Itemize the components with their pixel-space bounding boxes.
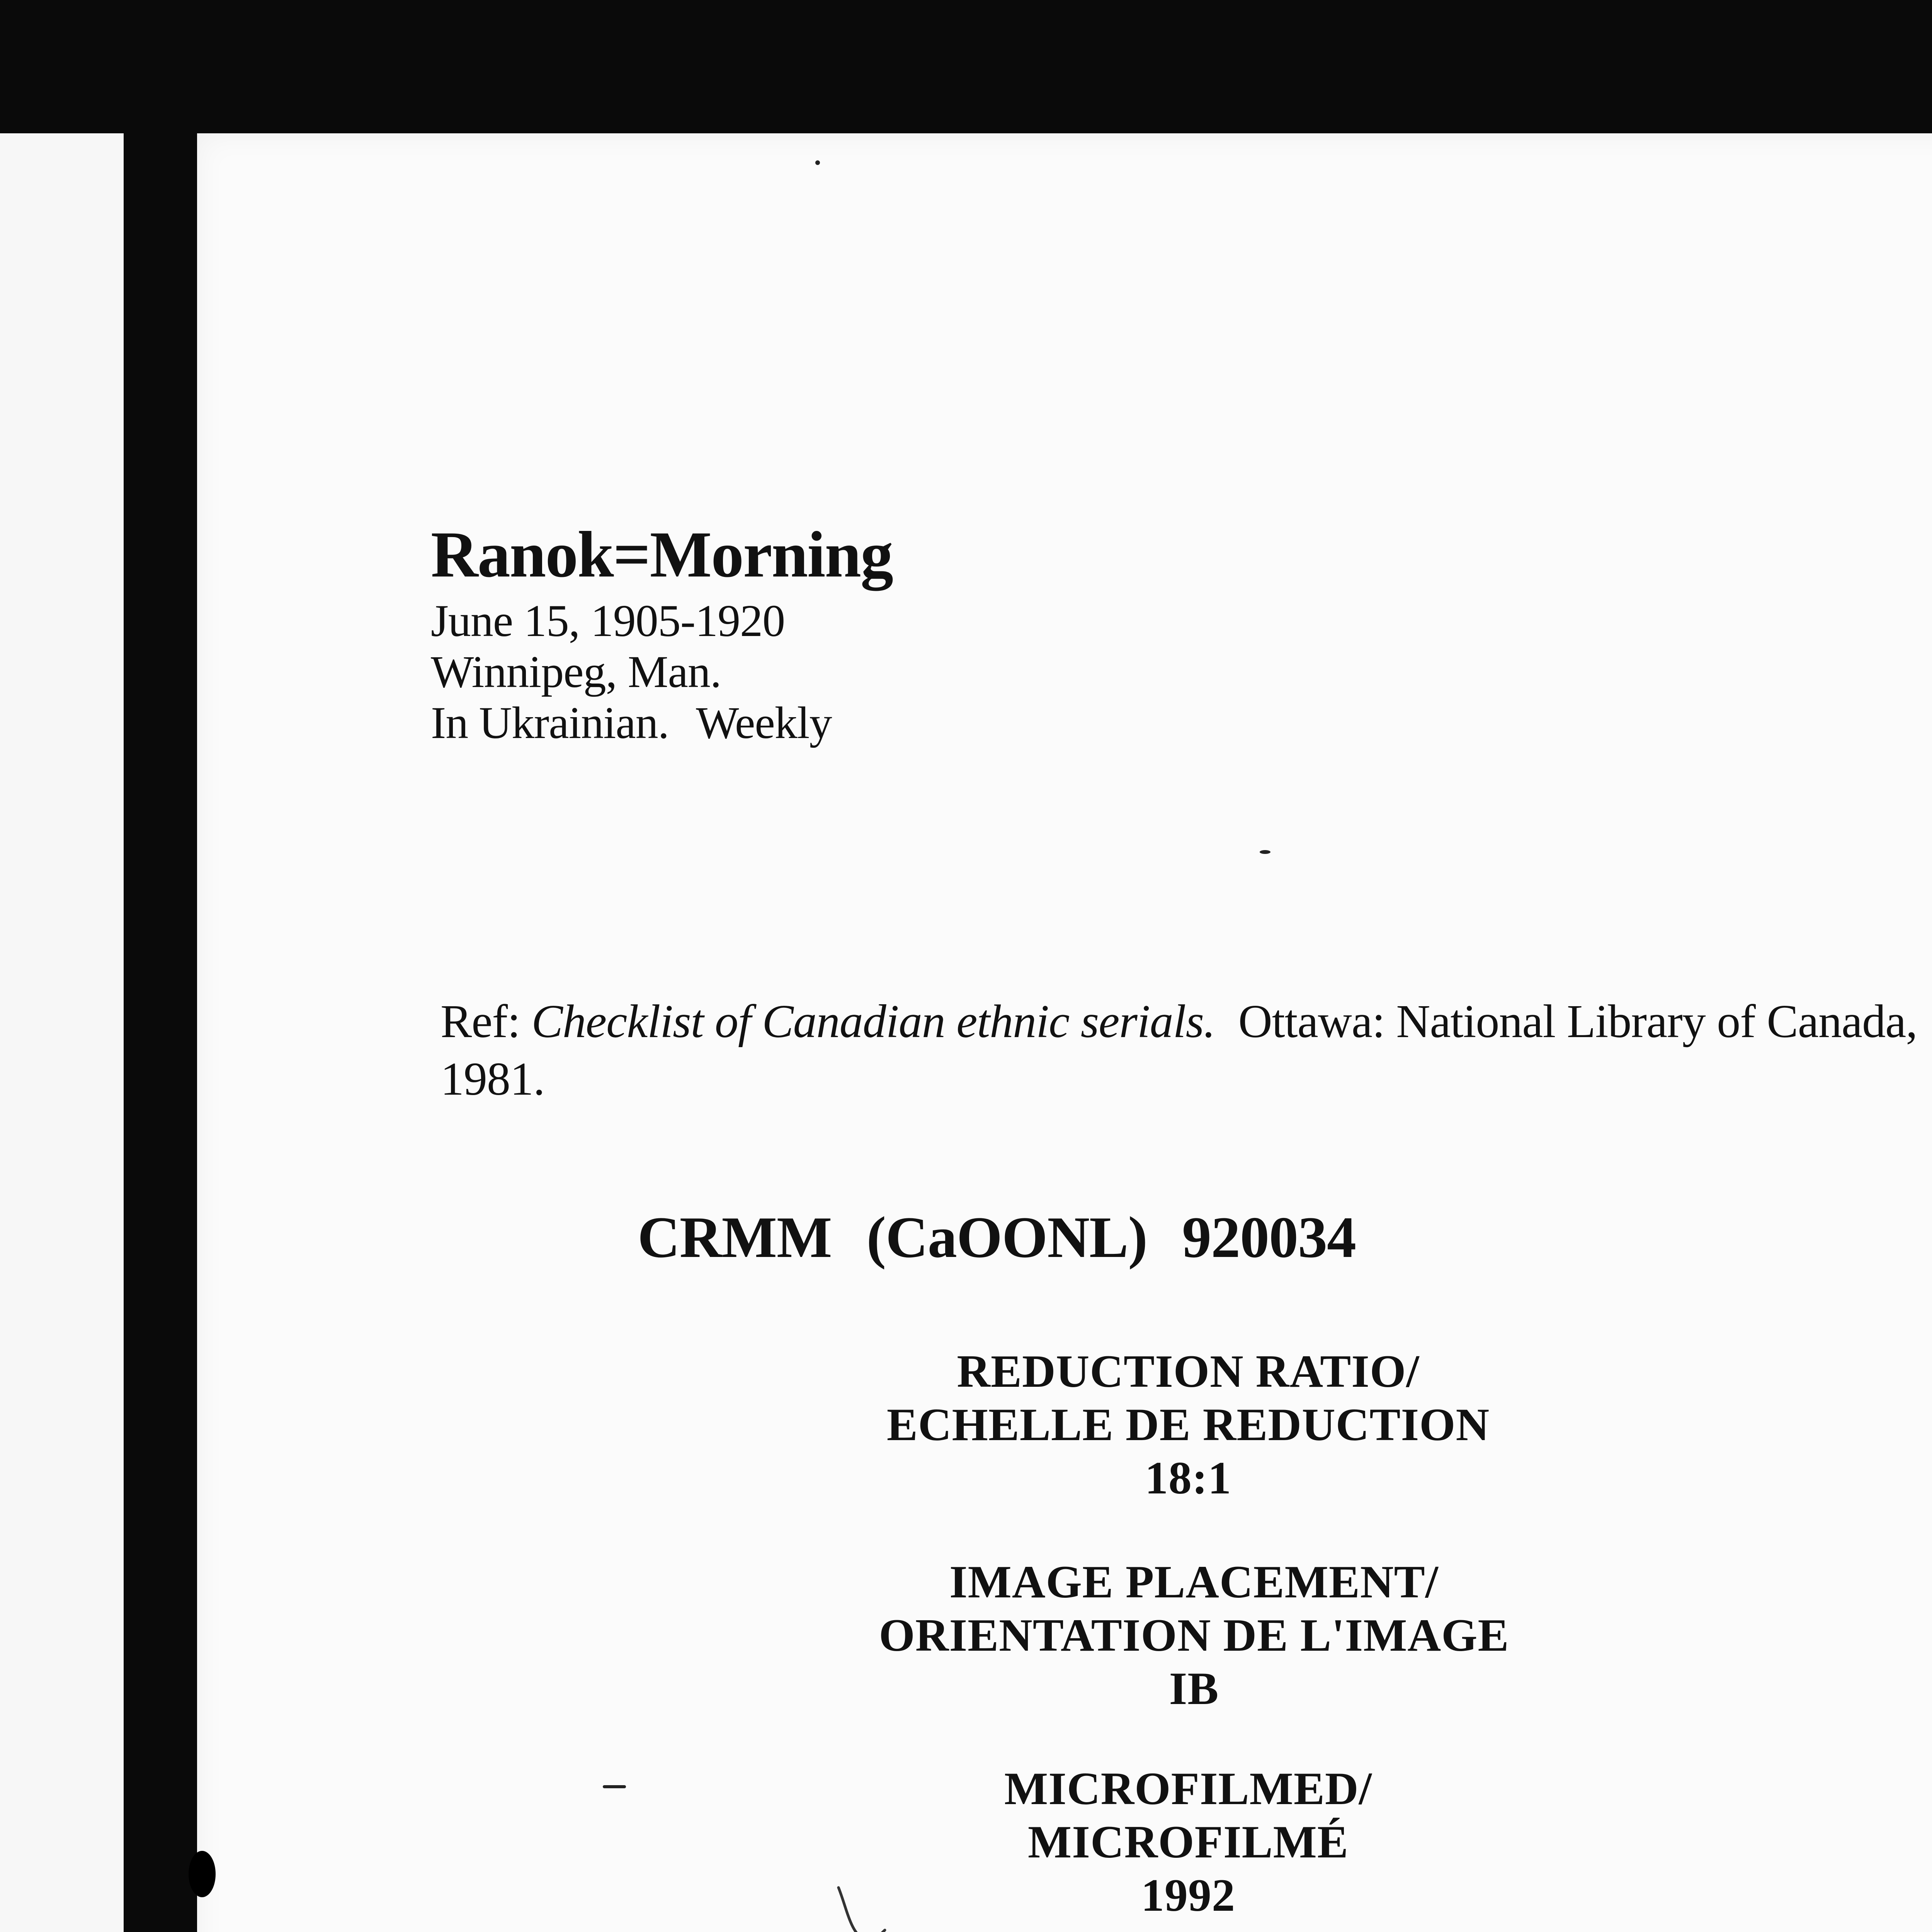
reference-year: 1981. [440, 1053, 545, 1105]
reduction-ratio-group [840, 1345, 1536, 1505]
placement-value: IB [1169, 1663, 1219, 1714]
catalog-number: 920034 [1182, 1205, 1356, 1270]
reference-citation [440, 993, 1932, 1108]
image-placement-group [846, 1555, 1542, 1715]
reference-publisher: Ottawa: National Library of Canada, [1238, 995, 1917, 1048]
reference-prefix: Ref: [440, 995, 520, 1048]
microfilmed-label-en: MICROFILMED/ [1004, 1763, 1372, 1814]
reduction-label-en: REDUCTION RATIO/ [957, 1345, 1420, 1397]
catalog-institution: (CaOONL) [866, 1205, 1148, 1270]
catalog-code-line [638, 1204, 1488, 1271]
placement-label-en: IMAGE PLACEMENT/ [949, 1556, 1439, 1607]
dust-speck [1260, 850, 1270, 854]
reference-work-title: Checklist of Canadian ethnic serials. [531, 995, 1215, 1048]
placement-label-fr: ORIENTATION DE L'IMAGE [879, 1609, 1509, 1661]
microfilmed-group [840, 1762, 1536, 1922]
microfilmed-year: 1992 [1141, 1869, 1235, 1921]
serial-language: In Ukrainian. [431, 697, 669, 748]
reduction-value: 18:1 [1145, 1452, 1231, 1503]
serial-info-block [431, 518, 893, 751]
serial-place: Winnipeg, Man. [431, 646, 721, 697]
serial-dates: June 15, 1905-1920 [431, 595, 785, 646]
microfilm-frame [197, 133, 1932, 1932]
pen-mark-scribble [835, 1884, 889, 1932]
dust-speck [603, 1785, 626, 1788]
previous-frame-edge [0, 133, 124, 1932]
film-sprocket-notch-left [189, 1851, 216, 1897]
serial-frequency: Weekly [696, 697, 832, 748]
dust-speck [815, 160, 820, 165]
catalog-code: CRMM [638, 1205, 832, 1270]
microfilmed-label-fr: MICROFILMÉ [1028, 1816, 1349, 1867]
serial-language-frequency [431, 697, 893, 748]
reduction-label-fr: ECHELLE DE REDUCTION [886, 1399, 1490, 1450]
serial-title: Ranok=Morning [431, 518, 893, 591]
